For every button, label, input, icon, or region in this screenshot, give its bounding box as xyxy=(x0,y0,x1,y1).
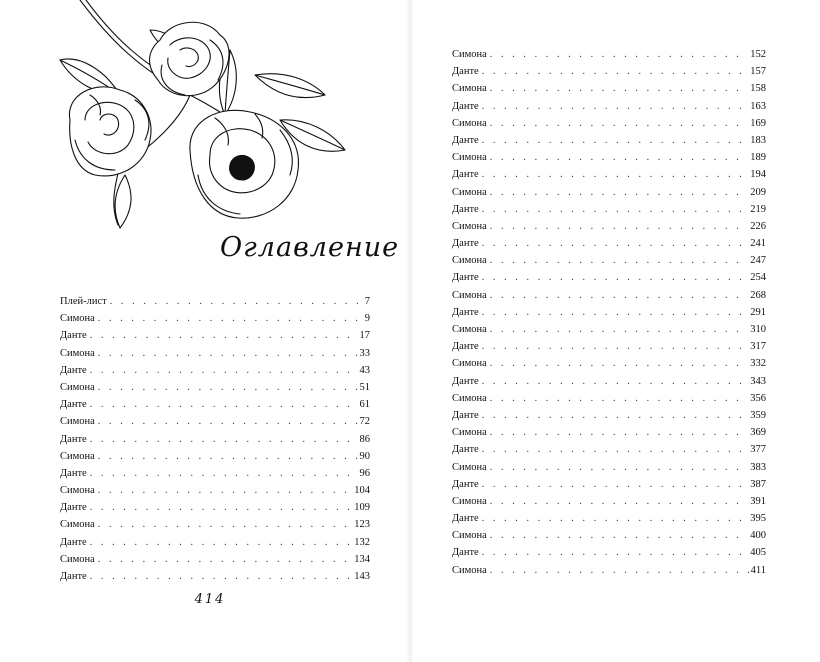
toc-entry-page: 291 xyxy=(750,306,766,318)
toc-entry xyxy=(60,396,370,413)
toc-entry-page: 377 xyxy=(750,444,766,456)
toc-entry-name: Симона xyxy=(452,392,487,404)
toc-leader-dots xyxy=(482,510,749,527)
toc-entry-name: Плей-лист xyxy=(60,296,107,307)
toc-entry-name: Симона xyxy=(452,186,487,198)
toc-entry xyxy=(452,493,766,510)
toc-leader-dots xyxy=(482,338,749,355)
toc-entry xyxy=(60,568,370,585)
toc-entry-name: Данте xyxy=(452,341,479,353)
toc-entry-page: 72 xyxy=(359,416,370,428)
toc-entry-name: Данте xyxy=(452,203,479,215)
toc-entry-page: 157 xyxy=(750,66,766,78)
toc-entry-page: 163 xyxy=(750,100,766,112)
toc-leader-dots xyxy=(490,459,748,476)
toc-entry-name: Симона xyxy=(60,519,95,531)
toc-leader-dots xyxy=(482,98,749,115)
toc-leader-dots xyxy=(98,551,352,568)
toc-entry-name: Симона xyxy=(60,313,95,325)
toc-entry-name: Симона xyxy=(60,416,95,428)
toc-entry-page: 383 xyxy=(750,461,766,473)
toc-entry-name: Симона xyxy=(452,220,487,232)
toc-entry-page: 241 xyxy=(750,238,766,250)
toc-entry-name: Симона xyxy=(452,255,487,267)
toc-entry-page: 356 xyxy=(750,392,766,404)
toc-entry-page: 254 xyxy=(750,272,766,284)
toc-leader-dots xyxy=(482,441,749,458)
toc-leader-dots xyxy=(98,482,352,499)
toc-entry-name: Данте xyxy=(452,444,479,456)
toc-leader-dots xyxy=(482,476,749,493)
toc-entry-name: Данте xyxy=(452,513,479,525)
toc-entry xyxy=(452,338,766,355)
toc-entry-name: Данте xyxy=(452,478,479,490)
toc-leader-dots xyxy=(490,184,748,201)
right-page xyxy=(410,0,820,662)
toc-entry-page: 310 xyxy=(750,324,766,335)
toc-entry-name: Данте xyxy=(452,375,479,387)
toc-leader-dots xyxy=(490,424,748,441)
toc-entry-page: 96 xyxy=(359,467,370,479)
toc-entry xyxy=(452,166,766,183)
toc-entry-page: 33 xyxy=(359,347,370,359)
toc-entry-name: Данте xyxy=(452,238,479,250)
toc-entry xyxy=(452,235,766,252)
toc-leader-dots xyxy=(490,562,749,579)
toc-leader-dots xyxy=(98,413,358,430)
toc-entry-page: 7 xyxy=(364,296,370,307)
toc-entry-name: Симона xyxy=(60,381,95,393)
toc-leader-dots xyxy=(482,304,749,321)
toc-entry-name: Симона xyxy=(452,427,487,439)
toc-entry-name: Данте xyxy=(452,272,479,284)
toc-leader-dots xyxy=(90,568,353,585)
toc-leader-dots xyxy=(490,218,748,235)
toc-entry-name: Симона xyxy=(452,324,487,335)
toc-entry-name: Данте xyxy=(60,364,87,376)
toc-leader-dots xyxy=(482,269,749,286)
toc-entry xyxy=(452,527,766,544)
toc-leader-dots xyxy=(490,321,748,338)
toc-entry-page: 152 xyxy=(750,49,766,60)
toc-leader-dots xyxy=(98,516,352,533)
toc-entry-page: 395 xyxy=(750,513,766,525)
toc-entry-name: Данте xyxy=(452,547,479,559)
toc-leader-dots xyxy=(482,166,749,183)
toc-entry-page: 219 xyxy=(750,203,766,215)
toc-leader-dots xyxy=(110,293,363,310)
toc-entry xyxy=(60,345,370,362)
toc-entry xyxy=(452,80,766,97)
toc-entry-page: 343 xyxy=(750,375,766,387)
toc-entry-page: 194 xyxy=(750,169,766,181)
toc-leader-dots xyxy=(98,345,358,362)
toc-entry xyxy=(60,465,370,482)
toc-entry-page: 411 xyxy=(750,564,766,576)
toc-entry xyxy=(60,293,370,310)
toc-entry-name: Симона xyxy=(452,564,487,576)
toc-entry-page: 183 xyxy=(750,134,766,146)
toc-entry-page: 9 xyxy=(364,313,370,325)
toc-entry xyxy=(60,499,370,516)
toc-title: Оглавление xyxy=(220,232,400,263)
toc-entry xyxy=(452,149,766,166)
toc-entry-name: Данте xyxy=(60,571,87,582)
toc-entry-page: 86 xyxy=(359,433,370,445)
toc-entry xyxy=(452,355,766,372)
toc-entry-page: 332 xyxy=(750,358,766,370)
peony-flower-illustration-icon xyxy=(40,0,350,230)
toc-entry xyxy=(452,46,766,63)
toc-entry-page: 189 xyxy=(750,152,766,164)
toc-entry-name: Симона xyxy=(60,553,95,565)
toc-entry xyxy=(452,562,766,579)
toc-leader-dots xyxy=(482,201,749,218)
toc-entry xyxy=(452,115,766,132)
toc-entry-name: Симона xyxy=(452,461,487,473)
toc-leader-dots xyxy=(490,390,748,407)
toc-leader-dots xyxy=(490,287,748,304)
toc-entry-name: Данте xyxy=(452,409,479,421)
toc-leader-dots xyxy=(490,252,748,269)
toc-leader-dots xyxy=(482,235,749,252)
toc-entry xyxy=(452,407,766,424)
toc-leader-dots xyxy=(90,431,358,448)
toc-leader-dots xyxy=(490,46,748,63)
toc-entry-page: 104 xyxy=(354,485,370,497)
toc-entry-name: Симона xyxy=(452,83,487,95)
toc-entry-page: 405 xyxy=(750,547,766,559)
toc-entry xyxy=(452,321,766,338)
toc-entry xyxy=(452,269,766,286)
toc-leader-dots xyxy=(90,465,358,482)
toc-entry-page: 158 xyxy=(750,83,766,95)
toc-leader-dots xyxy=(90,499,353,516)
toc-entry-name: Симона xyxy=(60,347,95,359)
toc-entry xyxy=(452,510,766,527)
toc-entry xyxy=(452,132,766,149)
toc-entry-page: 209 xyxy=(750,186,766,198)
toc-entry-name: Данте xyxy=(452,134,479,146)
toc-entry xyxy=(60,362,370,379)
toc-entry xyxy=(60,448,370,465)
page-number: 414 xyxy=(194,592,226,607)
toc-entry xyxy=(452,459,766,476)
toc-leader-dots xyxy=(98,310,363,327)
toc-entry-name: Данте xyxy=(60,330,87,342)
toc-entry xyxy=(452,287,766,304)
toc-entry xyxy=(452,98,766,115)
toc-entry-name: Симона xyxy=(452,152,487,164)
toc-entry-name: Данте xyxy=(452,169,479,181)
toc-entry-page: 51 xyxy=(359,381,370,393)
toc-leader-dots xyxy=(490,115,748,132)
toc-entry-page: 400 xyxy=(750,530,766,542)
toc-leader-dots xyxy=(490,355,748,372)
toc-entry-page: 387 xyxy=(750,478,766,490)
toc-entry xyxy=(60,379,370,396)
toc-entry xyxy=(452,390,766,407)
toc-leader-dots xyxy=(490,527,748,544)
toc-entry-name: Симона xyxy=(60,485,95,497)
toc-entry xyxy=(60,431,370,448)
toc-entry-page: 369 xyxy=(750,427,766,439)
toc-list-right xyxy=(452,46,766,579)
toc-leader-dots xyxy=(90,534,353,551)
toc-entry-name: Данте xyxy=(452,66,479,78)
toc-entry-name: Симона xyxy=(452,495,487,507)
toc-entry xyxy=(452,424,766,441)
toc-entry-page: 123 xyxy=(354,519,370,531)
toc-entry xyxy=(452,304,766,321)
toc-entry-page: 43 xyxy=(359,364,370,376)
toc-entry xyxy=(60,534,370,551)
toc-entry xyxy=(452,476,766,493)
toc-leader-dots xyxy=(490,80,748,97)
toc-entry-page: 17 xyxy=(359,330,370,342)
toc-entry-page: 61 xyxy=(359,399,370,411)
toc-entry-name: Данте xyxy=(452,306,479,318)
toc-leader-dots xyxy=(90,327,358,344)
toc-entry-page: 143 xyxy=(354,571,370,582)
toc-entry xyxy=(60,413,370,430)
toc-entry-page: 132 xyxy=(354,536,370,548)
toc-leader-dots xyxy=(98,448,358,465)
toc-entry xyxy=(452,201,766,218)
toc-entry-page: 134 xyxy=(354,553,370,565)
toc-entry-page: 391 xyxy=(750,495,766,507)
toc-entry-name: Данте xyxy=(60,536,87,548)
toc-entry-name: Данте xyxy=(452,100,479,112)
toc-entry-page: 247 xyxy=(750,255,766,267)
toc-entry xyxy=(60,310,370,327)
toc-entry-name: Данте xyxy=(60,467,87,479)
toc-leader-dots xyxy=(482,373,749,390)
toc-entry xyxy=(452,373,766,390)
toc-entry-name: Симона xyxy=(452,289,487,301)
toc-entry xyxy=(452,218,766,235)
toc-entry-page: 268 xyxy=(750,289,766,301)
toc-entry xyxy=(60,327,370,344)
toc-entry-page: 169 xyxy=(750,117,766,129)
toc-entry xyxy=(452,252,766,269)
toc-leader-dots xyxy=(490,149,748,166)
toc-entry-name: Данте xyxy=(60,399,87,411)
toc-entry xyxy=(452,63,766,80)
toc-leader-dots xyxy=(482,63,749,80)
toc-entry xyxy=(452,544,766,561)
toc-leader-dots xyxy=(90,396,358,413)
toc-entry-page: 226 xyxy=(750,220,766,232)
toc-entry xyxy=(452,441,766,458)
toc-entry-page: 359 xyxy=(750,409,766,421)
toc-entry-page: 90 xyxy=(359,450,370,462)
toc-leader-dots xyxy=(482,544,749,561)
toc-leader-dots xyxy=(482,407,749,424)
toc-entry-page: 109 xyxy=(354,502,370,514)
toc-entry-name: Данте xyxy=(60,502,87,514)
toc-entry-name: Симона xyxy=(452,117,487,129)
toc-entry xyxy=(60,482,370,499)
toc-entry-name: Симона xyxy=(452,530,487,542)
toc-list-left xyxy=(60,293,370,585)
toc-entry xyxy=(60,551,370,568)
toc-entry-name: Симона xyxy=(60,450,95,462)
toc-entry xyxy=(60,516,370,533)
toc-leader-dots xyxy=(90,362,358,379)
toc-leader-dots xyxy=(482,132,749,149)
toc-leader-dots xyxy=(98,379,358,396)
toc-entry xyxy=(452,184,766,201)
toc-entry-page: 317 xyxy=(750,341,766,353)
toc-entry-name: Симона xyxy=(452,358,487,370)
toc-entry-name: Симона xyxy=(452,49,487,60)
toc-entry-name: Данте xyxy=(60,433,87,445)
toc-leader-dots xyxy=(490,493,748,510)
